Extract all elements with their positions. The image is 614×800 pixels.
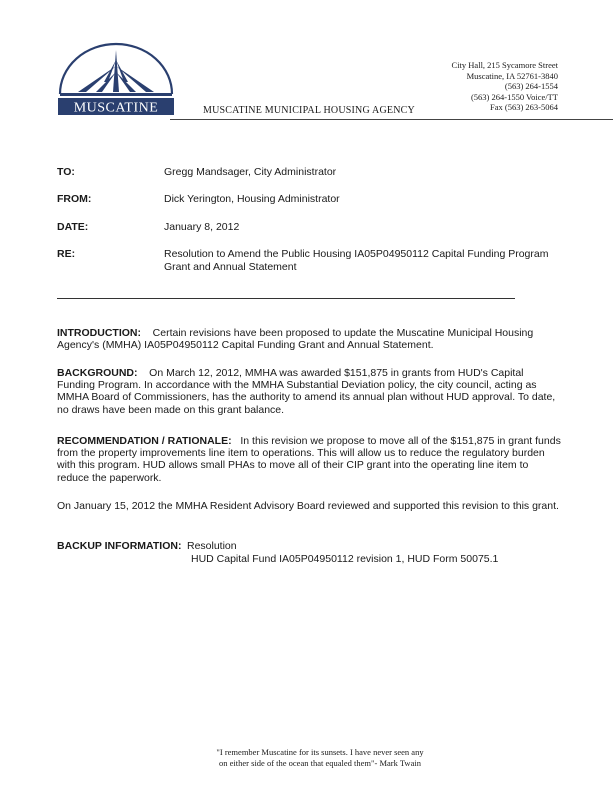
- backup-item: Resolution: [187, 540, 237, 552]
- phone-line: (563) 264-1554: [504, 81, 558, 91]
- introduction-text: Certain revisions have been proposed to update the Muscatine Municipal Housing Agency's (MMHA) IA05P04950112 Capital Funding Grant and Annual Statement.: [57, 327, 534, 352]
- recommendation-label: RECOMMENDATION / RATIONALE:: [57, 435, 232, 447]
- re-label: RE:: [57, 248, 76, 260]
- memo-divider: [57, 298, 515, 299]
- backup-label: BACKUP INFORMATION:: [57, 540, 182, 552]
- quote-line: on either side of the ocean that equaled them"- Mark Twain: [219, 758, 421, 768]
- introduction-label: INTRODUCTION:: [57, 327, 141, 339]
- logo-wordmark: MUSCATINE: [73, 100, 159, 116]
- re-value: Resolution to Amend the Public Housing IA05P04950112 Capital Funding Program Grant and Annual Statement: [164, 248, 549, 273]
- fax-line: Fax (563) 263-5064: [490, 102, 558, 112]
- recommendation-text: In this revision we propose to move all of the $151,875 in grant funds from the property improvements line item to operations. This will allow us to reduce the regulatory burden with this program. HUD allows small PHAs to move all of their CIP grant into the operating line item to reduce the paperwork.: [57, 435, 561, 484]
- agency-name: MUSCATINE MUNICIPAL HOUSING AGENCY: [203, 105, 415, 116]
- from-label: FROM:: [57, 193, 92, 205]
- footer-quote: [150, 747, 490, 769]
- sunrise-bridge-icon: [56, 42, 176, 120]
- agency-address-block: [430, 60, 558, 113]
- header-rule: [170, 119, 613, 120]
- to-value: Gregg Mandsager, City Administrator: [164, 166, 337, 178]
- voice-tt-line: (563) 264-1550 Voice/TT: [470, 91, 558, 102]
- background-text: On March 12, 2012, MMHA was awarded $151,875 in grants from HUD's Capital Funding Program. In accordance with the MMHA Substantial Deviation policy, the city council, acting as MMHA Board of Commissioners, has the authority to amend its annual plan without HUD approval. To date, no draws have been made on this grant balance.: [57, 367, 556, 416]
- quote-line: "I remember Muscatine for its sunsets. I have never seen any: [216, 747, 424, 757]
- address-line: City Hall, 215 Sycamore Street: [451, 60, 558, 70]
- from-value: Dick Yerington, Housing Administrator: [164, 193, 340, 205]
- muscatine-logo: [56, 42, 176, 120]
- recommendation-paragraph: [57, 435, 562, 484]
- background-label: BACKGROUND:: [57, 367, 138, 379]
- introduction-paragraph: [57, 327, 562, 351]
- date-label: DATE:: [57, 221, 89, 233]
- backup-item: HUD Capital Fund IA05P04950112 revision 1, HUD Form 50075.1: [191, 553, 499, 565]
- address-line: Muscatine, IA 52761-3840: [466, 70, 558, 81]
- to-label: TO:: [57, 166, 75, 178]
- background-paragraph: [57, 367, 562, 416]
- date-value: January 8, 2012: [164, 221, 240, 233]
- advisory-paragraph: On January 15, 2012 the MMHA Resident Advisory Board reviewed and supported this revision to this grant.: [57, 500, 559, 512]
